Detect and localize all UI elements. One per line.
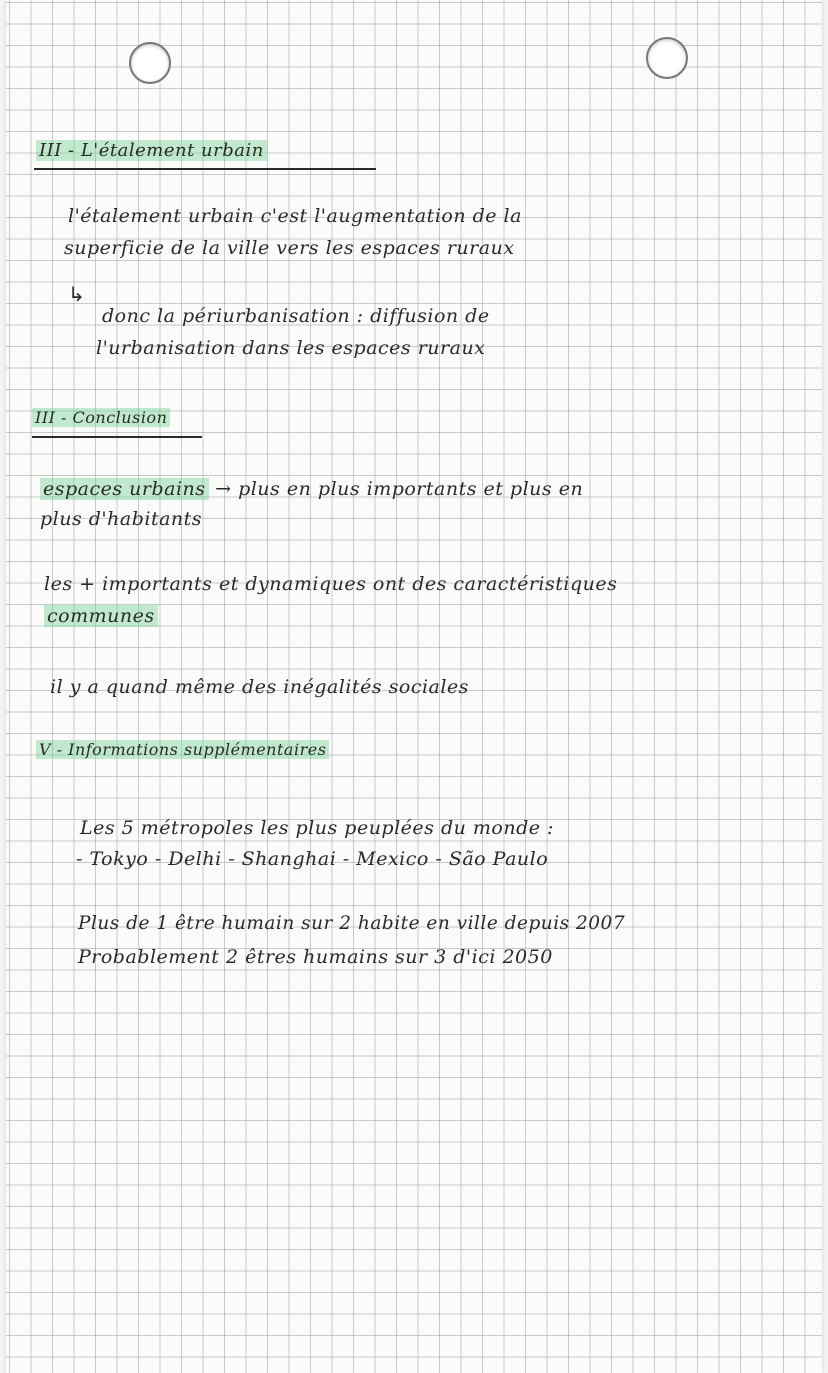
conclusion-p2-line2 (44, 605, 158, 627)
punch-hole-left (129, 42, 171, 84)
heading-informations-text: V - Informations supplémentaires (36, 740, 329, 759)
etalement-line-1: l'étalement urbain c'est l'augmentation de la (68, 205, 522, 227)
heading-etalement (36, 140, 267, 161)
heading-etalement-underline (34, 168, 376, 170)
informations-line-4: Probablement 2 êtres humains sur 3 d'ici 2050 (78, 946, 553, 968)
sub-arrow-icon: ↳ (68, 282, 85, 306)
heading-conclusion-text: III - Conclusion (32, 408, 170, 427)
etalement-line-2: superficie de la ville vers les espaces ruraux (64, 237, 515, 259)
informations-line-2: - Tokyo - Delhi - Shanghai - Mexico - São Paulo (76, 848, 549, 870)
etalement-line-3: donc la périurbanisation : diffusion de (102, 305, 490, 327)
conclusion-p2-highlight: communes (44, 605, 158, 627)
informations-line-1: Les 5 métropoles les plus peuplées du monde : (80, 817, 554, 839)
conclusion-p1-highlight: espaces urbains (40, 478, 209, 500)
heading-conclusion (32, 408, 170, 427)
punch-hole-right (646, 37, 688, 79)
heading-conclusion-underline (32, 436, 202, 438)
conclusion-p2-line1: les + importants et dynamiques ont des caractéristiques (44, 573, 618, 595)
arrow-right-icon: → (215, 478, 239, 500)
conclusion-p1 (40, 478, 583, 500)
etalement-line-4: l'urbanisation dans les espaces ruraux (96, 337, 486, 359)
notebook-sheet (6, 0, 822, 1373)
conclusion-p1-cont: plus d'habitants (40, 508, 203, 530)
conclusion-p3: il y a quand même des inégalités sociales (50, 676, 469, 698)
heading-etalement-text: III - L'étalement urbain (36, 140, 267, 161)
heading-informations (36, 740, 329, 759)
informations-line-3: Plus de 1 être humain sur 2 habite en ville depuis 2007 (78, 913, 626, 934)
conclusion-p1-rest: plus en plus importants et plus en (238, 478, 584, 500)
